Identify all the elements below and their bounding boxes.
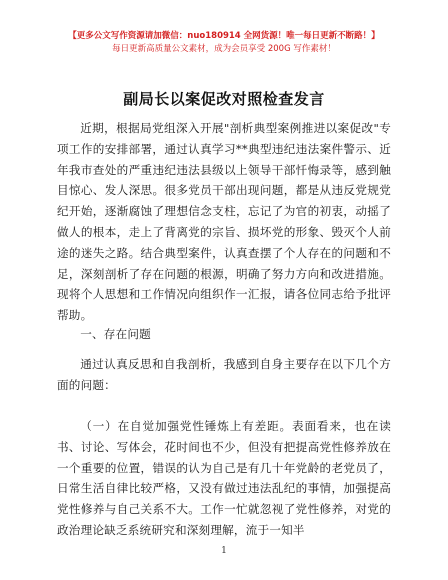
body-block-party-spirit (57, 416, 391, 541)
paragraph-party-spirit: （一）在自觉加强党性锤炼上有差距。表面看来，也在读书、讨论、写体会，花时间也不少，但没有把提高党性修养放在一个重要的位置，错误的认为自己是有几十年党龄的老党员了，日常生活自律比较严格，又没有做过违法乱纪的事情，加强提高党性修养与自己关系不大。工作一忙就忽视了党性修养，对党的政治理论缺乏系统研究和深刻理解，流于一知半 (57, 419, 391, 537)
paragraph-intro: 近期，根据局党组深入开展"剖析典型案例推进以案促改"专项工作的安排部署，通过认真学习**典型违纪违法案件警示、近年我市查处的严重违纪违法县级以上领导干部忏悔录等，感到触目惊心、发人深思。很多党员干部出现问题，都是从违反党规党纪开始，逐渐腐蚀了理想信念支柱，忘记了为官的初衷，动摇了做人的根本，走上了背离党的宗旨、损坏党的形象、毁灭个人前途的迷失之路。结合典型案件，认真查摆了个人存在的问题和不足，深刻剖析了存在问题的根源，明确了努力方向和改进措施。现将个人思想和工作情况向组织作一汇报，请各位同志给予批评帮助。 (57, 121, 391, 323)
promo-banner (0, 30, 448, 56)
page-number: 1 (221, 546, 227, 556)
promo-banner-line-2: 每日更新高质量公文素材，成为会员享受 200G 写作素材！ (112, 44, 336, 54)
paragraph-self-analysis: 通过认真反思和自我剖析，我感到自身主要存在以下几个方面的问题： (57, 357, 391, 392)
document-title: 副局长以案促改对照检查发言 (123, 90, 325, 108)
body-block-self-analysis (57, 354, 391, 396)
promo-banner-line-1: 【更多公文写作资源请加微信：nuo180914 全网货源！唯一每日更新不断路！】 (68, 31, 380, 41)
body-block-section-heading (57, 324, 391, 345)
body-block-intro (57, 118, 391, 326)
section-heading-problems: 一、存在问题 (80, 327, 151, 341)
